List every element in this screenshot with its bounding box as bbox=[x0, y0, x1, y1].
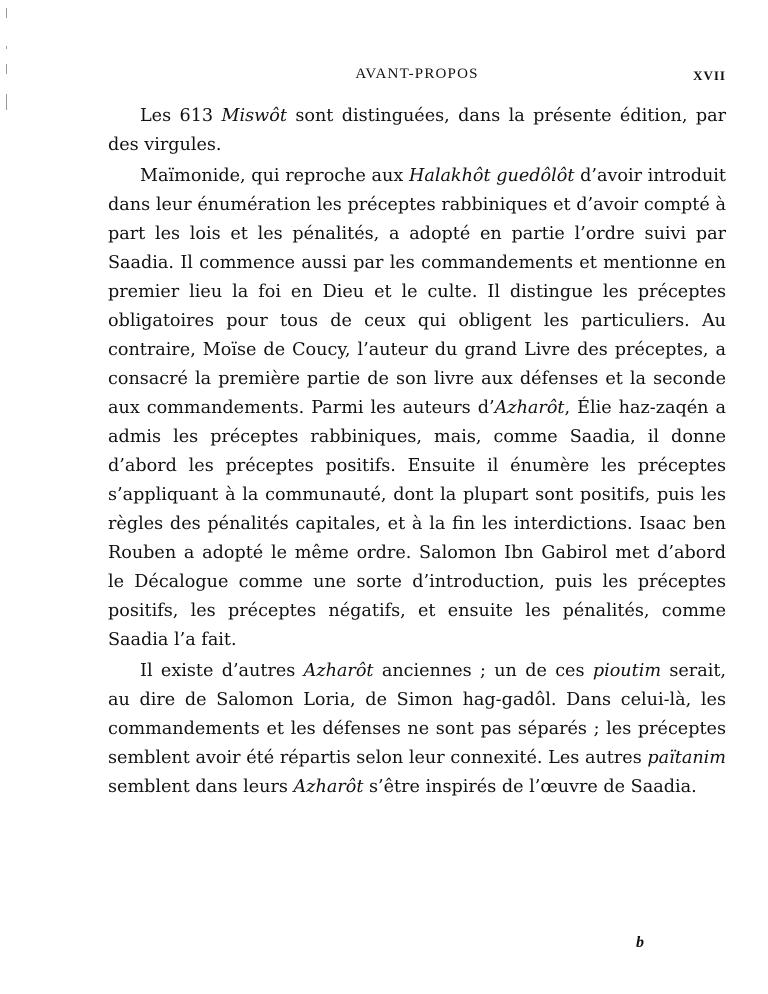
scan-mark bbox=[6, 46, 7, 49]
text-run: serait, au dire de Salomon Loria, de Simon hag-gadôl. Dans celui-là, les commandements et les défenses ne sont pas séparés ; les préceptes semblent avoir été répartis selon leur connexité. Les autres bbox=[108, 661, 726, 768]
italic-term: Miswôt bbox=[221, 106, 287, 126]
scan-mark bbox=[6, 94, 7, 110]
italic-term: Azharôt bbox=[494, 398, 565, 418]
text-run: anciennes ; un de ces bbox=[373, 661, 593, 681]
text-run: Il existe d’autres bbox=[140, 661, 304, 681]
paragraph bbox=[108, 162, 726, 655]
text-run: sont distinguées, dans la présente édition, par des virgules. bbox=[108, 106, 726, 155]
page-number: XVII bbox=[693, 68, 726, 83]
text-run: Maïmonide, qui reproche aux bbox=[140, 166, 409, 186]
paragraph bbox=[108, 657, 726, 802]
text-run: , Élie haz-zaqén a admis les préceptes rabbiniques, mais, comme Saadia, il donne d’abord les préceptes positifs. Ensuite il énumère les préceptes s’appliquant à la communauté, dont la plupart sont positifs, puis les règles des pénalités capitales, et à la fin les interdictions. Isaac ben Rouben a adopté le même ordre. Salomon Ibn Gabirol met d’abord le Décalogue comme une sorte d’introduction, puis les préceptes positifs, les préceptes négatifs, et ensuite les pénalités, comme Saadia l’a fait. bbox=[108, 398, 726, 650]
running-header bbox=[108, 66, 726, 90]
italic-term: Azharôt bbox=[293, 777, 364, 797]
body-text bbox=[108, 102, 726, 802]
running-title: AVANT-PROPOS bbox=[355, 66, 479, 82]
signature-mark: b bbox=[636, 934, 644, 951]
italic-term: pioutim bbox=[592, 661, 662, 681]
paragraph bbox=[108, 102, 726, 160]
text-run: semblent dans leurs bbox=[108, 777, 294, 797]
text-run: d’avoir introduit dans leur énumération les préceptes rabbiniques et d’avoir compté à part les lois et les pénalités, a adopté en partie l’ordre suivi par Saadia. Il commence aussi par les commandements et mentionne en premier lieu la foi en Dieu et le culte. Il distingue les préceptes obligatoires pour tous de ceux qui obligent les particuliers. Au contraire, Moïse de Coucy, l’auteur du grand Livre des préceptes, a consacré la première partie de son livre aux défenses et la seconde aux commandements. Parmi les auteurs d’ bbox=[108, 166, 727, 418]
scan-mark bbox=[6, 8, 7, 18]
scan-mark bbox=[6, 64, 7, 74]
italic-term: Azharôt bbox=[303, 661, 374, 681]
italic-term: païtanim bbox=[647, 748, 726, 768]
text-run: Les 613 bbox=[140, 106, 222, 126]
text-run: s’être inspirés de l’œuvre de Saadia. bbox=[363, 777, 697, 797]
italic-term: Halakhôt guedôlôt bbox=[408, 166, 575, 186]
margin-scan-marks bbox=[6, 8, 10, 118]
